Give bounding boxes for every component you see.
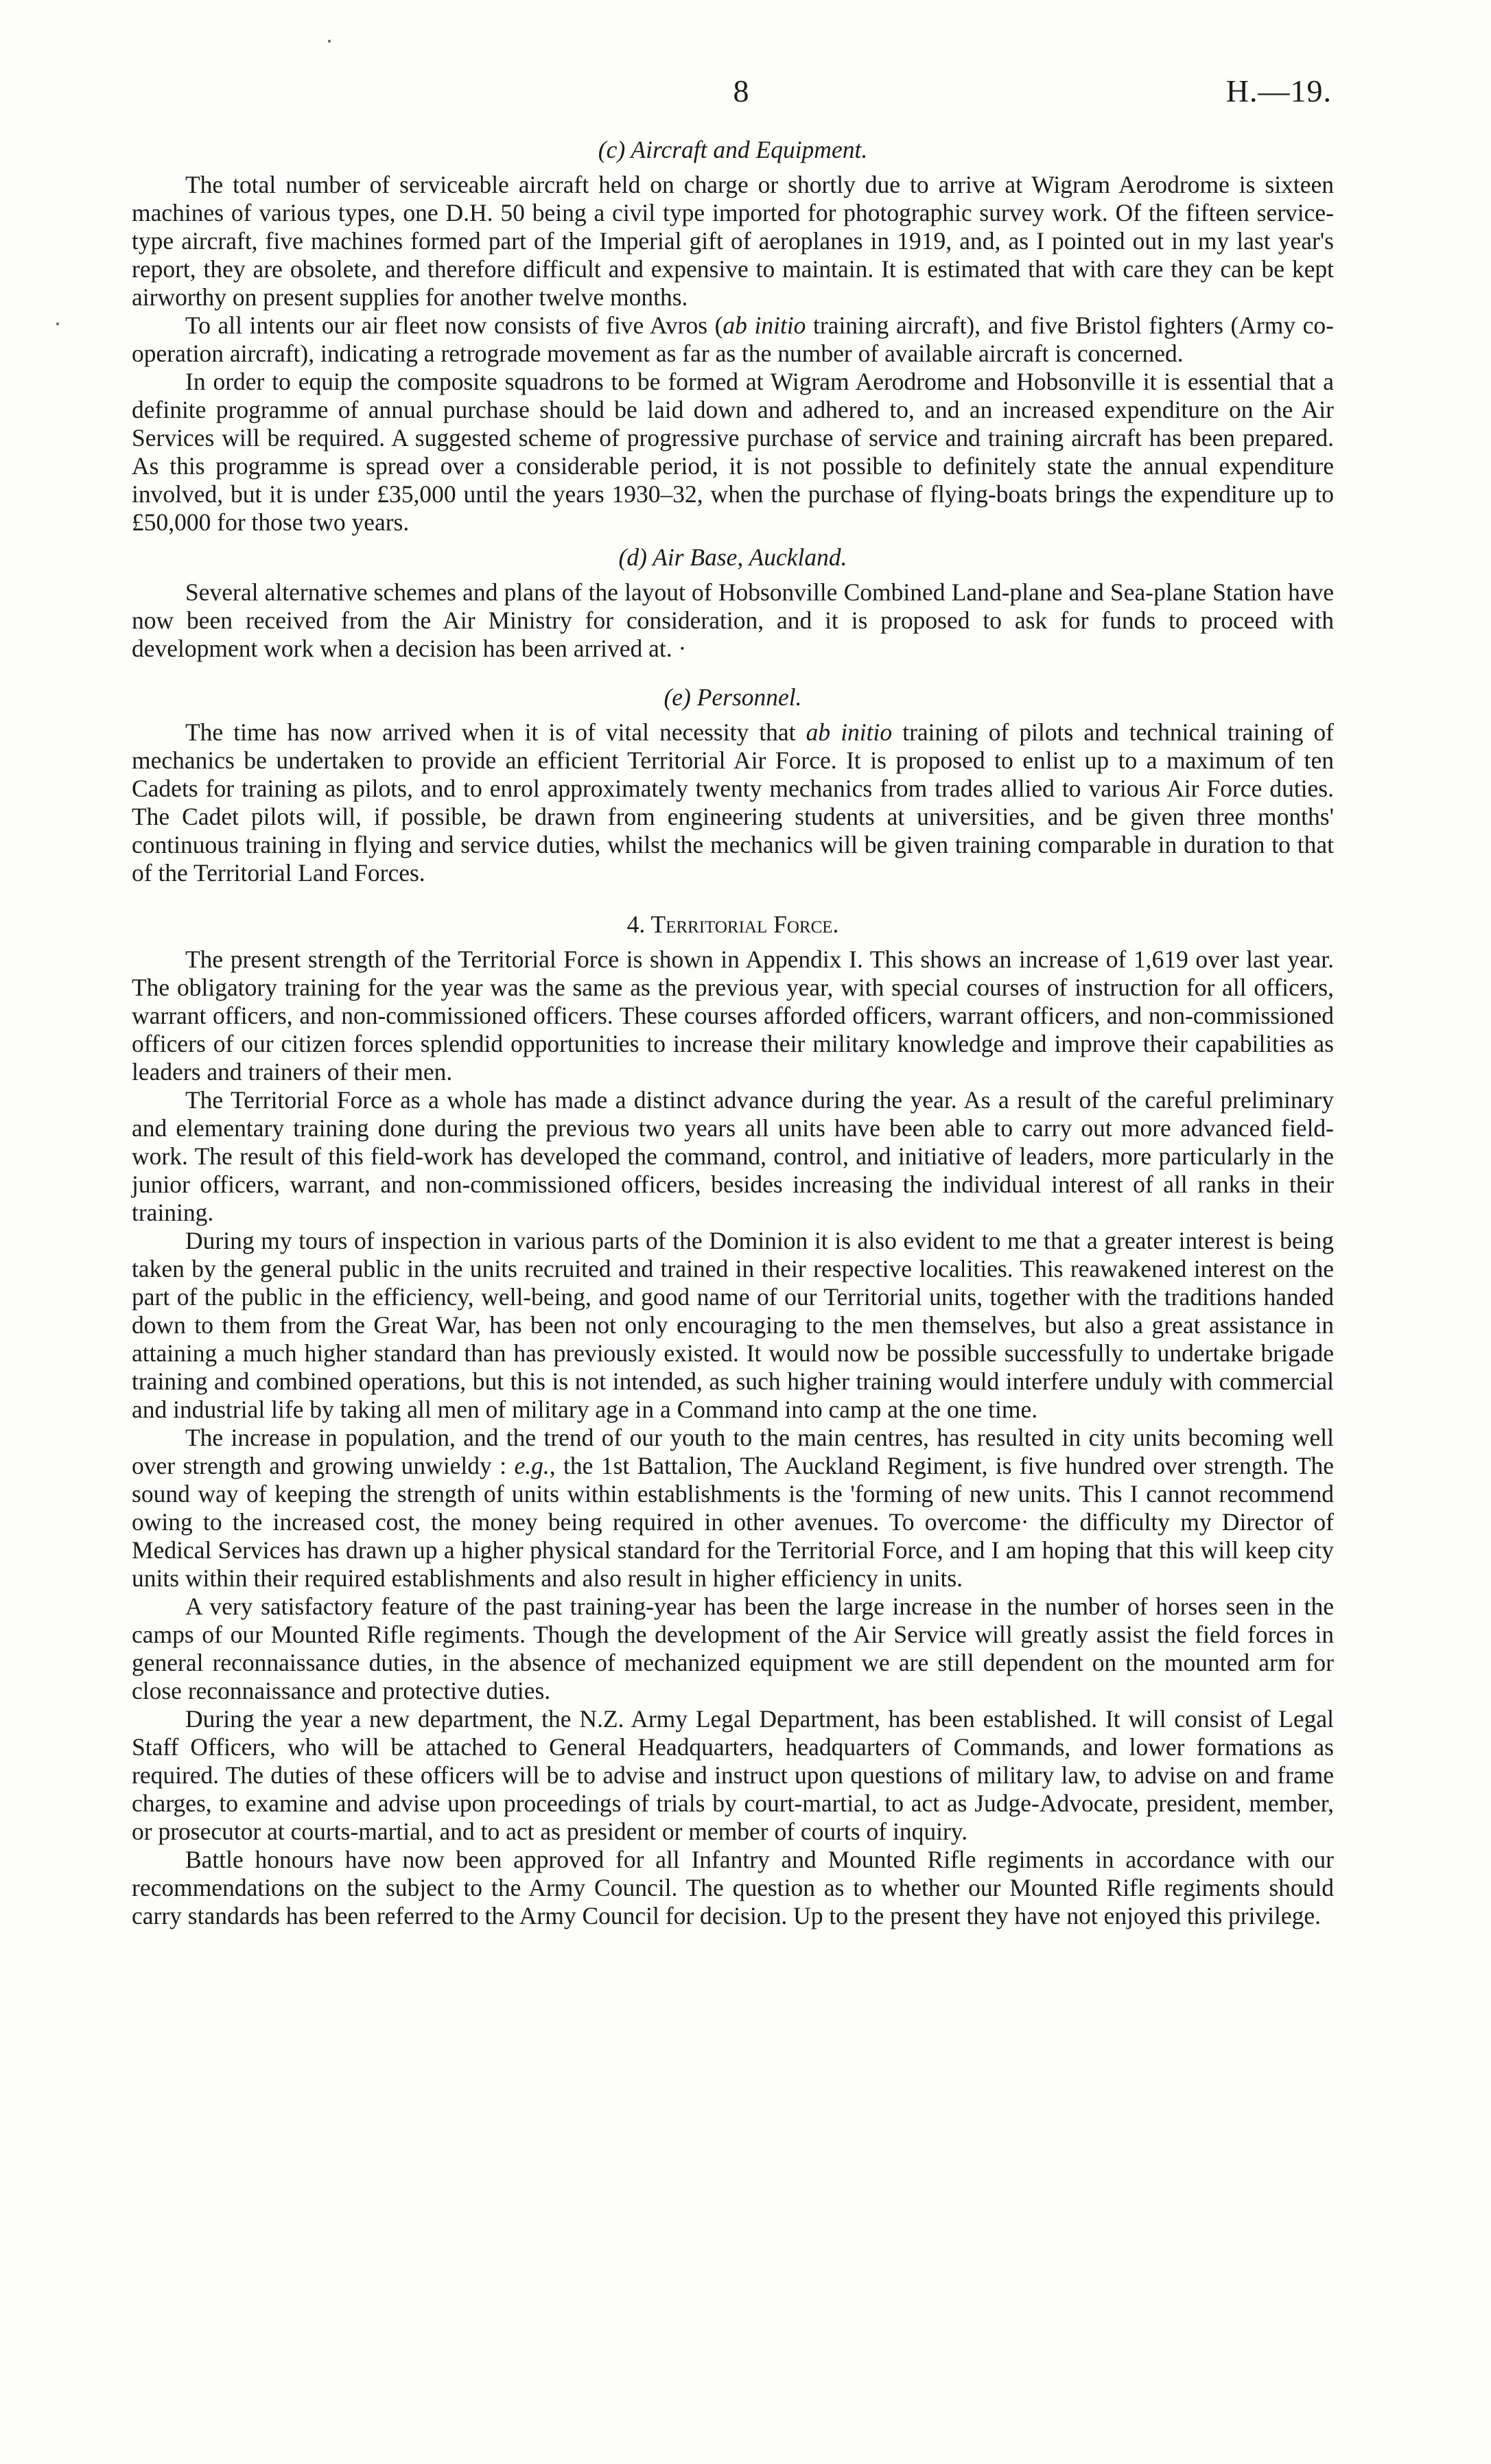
- section-heading-personnel: (e) Personnel.: [664, 683, 802, 711]
- paragraph-territorial-3: During my tours of inspection in various parts of the Dominion it is also evident to me that a greater interest is being taken by the general public in the units recruited and trained in their respective localities. This reawakened interest on the part of the public in the efficiency, well-being, and good name of our Territorial units, together with the traditions handed down to them from the Great War, has been not only encouraging to the men themselves, but also a great assistance in attaining a much higher standard than has previously existed. It would now be possible successfully to undertake brigade training and combined operations, but this is not intended, as such higher training would interfere unduly with commercial and industrial life by taking all men of military age in a Command into camp at the one time.: [132, 1227, 1334, 1423]
- paragraph-territorial-5: A very satisfactory feature of the past training-year has been the large increase in the number of horses seen in the camps of our Mounted Rifle regiments. Though the development of the Air Service will greatly assist the field forces in general reconnaissance duties, in the absence of mechanized equipment we are still dependent on the mounted arm for close reconnaissance and protective duties.: [132, 1593, 1334, 1704]
- paragraph-personnel-1: [132, 718, 1334, 887]
- scan-speck: [56, 322, 59, 325]
- paragraph-territorial-6: During the year a new department, the N.Z. Army Legal Department, has been established. It will consist of Legal Staff Officers, who will be attached to General Headquarters, headquarters of Commands, and lower formations as required. The duties of these officers will be to advise and instruct upon questions of military law, to advise on and frame charges, to examine and advise upon proceedings of trials by court-martial, to act as Judge-Advocate, president, member, or prosecutor at courts-martial, and to act as president or member of courts of inquiry.: [132, 1705, 1334, 1845]
- paragraph-aircraft-3: In order to equip the composite squadrons to be formed at Wigram Aerodrome and Hobsonville it is essential that a definite programme of annual purchase should be laid down and adhered to, and an increased expenditure on the Air Services will be required. A suggested scheme of progressive purchase of service and training aircraft has been prepared. As this programme is spread over a considerable period, it is not possible to definitely state the annual expenditure involved, but it is under £35,000 until the years 1930–32, when the purchase of flying-boats brings the expenditure up to £50,000 for those two years.: [132, 368, 1334, 536]
- section-heading-air-base: (d) Air Base, Auckland.: [618, 543, 847, 571]
- paragraph-territorial-1: The present strength of the Territorial Force is shown in Appendix I. This shows an increase of 1,619 over last year. The obligatory training for the year was the same as the previous year, with special courses of instruction for all officers, warrant officers, and non-commissioned officers. These courses afforded officers, warrant officers, and non-commissioned officers of our citizen forces splendid opportunities to increase their military knowledge and improve their capabilities as leaders and trainers of their men.: [132, 946, 1334, 1086]
- italic-term: ab initio: [723, 312, 806, 339]
- section-heading-territorial-force: 4. Territorial Force.: [626, 911, 839, 938]
- text-run: To all intents our air fleet now consists of five Avros (: [185, 312, 723, 339]
- paragraph-territorial-7: Battle honours have now been approved for all Infantry and Mounted Rifle regiments in accordance with our recommendations on the subject to the Army Council. The question as to whether our Mounted Rifle regiments should carry standards has been referred to the Army Council for decision. Up to the present they have not enjoyed this privilege.: [132, 1846, 1334, 1929]
- paragraph-aircraft-2: [132, 312, 1334, 368]
- section-heading-aircraft: (c) Aircraft and Equipment.: [598, 136, 868, 163]
- scan-speck: [328, 40, 331, 43]
- text-run: training aircraft), and five Bristol fighters (Army co-operation aircraft), indicating a retrograde movement as far as the number of available aircraft is concerned.: [132, 312, 1335, 367]
- document-body: [132, 136, 1334, 1930]
- paragraph-territorial-4: [132, 1424, 1334, 1593]
- paragraph-territorial-2: The Territorial Force as a whole has made a distinct advance during the year. As a result of the careful preliminary and elementary training done during the previous two years all units have been able to carry out more advanced field-work. The result of this field-work has developed the command, control, and initiative of leaders, more particularly in the junior officers, warrant, and non-commissioned officers, besides increasing the individual interest of all ranks in their training.: [132, 1086, 1334, 1226]
- page-number: 8: [733, 73, 749, 108]
- document-reference: H.—19.: [1225, 73, 1332, 108]
- paragraph-aircraft-1: The total number of serviceable aircraft held on charge or shortly due to arrive at Wigram Aerodrome is sixteen machines of various types, one D.H. 50 being a civil type imported for photographic survey work. Of the fifteen service-type aircraft, five machines formed part of the Imperial gift of aeroplanes in 1919, and, as I pointed out in my last year's report, they are obsolete, and therefore difficult and expensive to maintain. It is estimated that with care they can be kept airworthy on present supplies for another twelve months.: [132, 171, 1334, 311]
- text-run: , the 1st Battalion, The Auckland Regiment, is five hundred over strength. The sound way of keeping the strength of units within establishments is the 'forming of new units. This I cannot recommend owing to the increased cost, the money being required in other avenues. To overcome· the difficulty my Director of Medical Services has drawn up a higher physical standard for the Territorial Force, and I am hoping that this will keep city units within their required establishments and also result in higher efficiency in units.: [132, 1452, 1334, 1592]
- italic-term: e.g.: [514, 1452, 550, 1479]
- paragraph-air-base-1: Several alternative schemes and plans of the layout of Hobsonville Combined Land-plane and Sea-plane Station have now been received from the Air Ministry for consideration, and it is proposed to ask for funds to proceed with development work when a decision has been arrived at. ·: [132, 578, 1334, 662]
- text-run: training of pilots and technical training of mechanics be undertaken to provide an efficient Territorial Air Force. It is proposed to enlist up to a maximum of ten Cadets for training as pilots, and to enrol approximately twenty mechanics from trades allied to various Air Force duties. The Cadet pilots will, if possible, be drawn from engineering students at universities, and be given three months' continuous training in flying and service duties, whilst the mechanics will be given training comparable in duration to that of the Territorial Land Forces.: [132, 718, 1335, 887]
- text-run: The increase in population, and the trend of our youth to the main centres, has resulted in city units becoming well over strength and growing unwieldy :: [132, 1424, 1334, 1479]
- text-run: The time has now arrived when it is of vital necessity that: [185, 718, 806, 746]
- italic-term: ab initio: [806, 718, 893, 746]
